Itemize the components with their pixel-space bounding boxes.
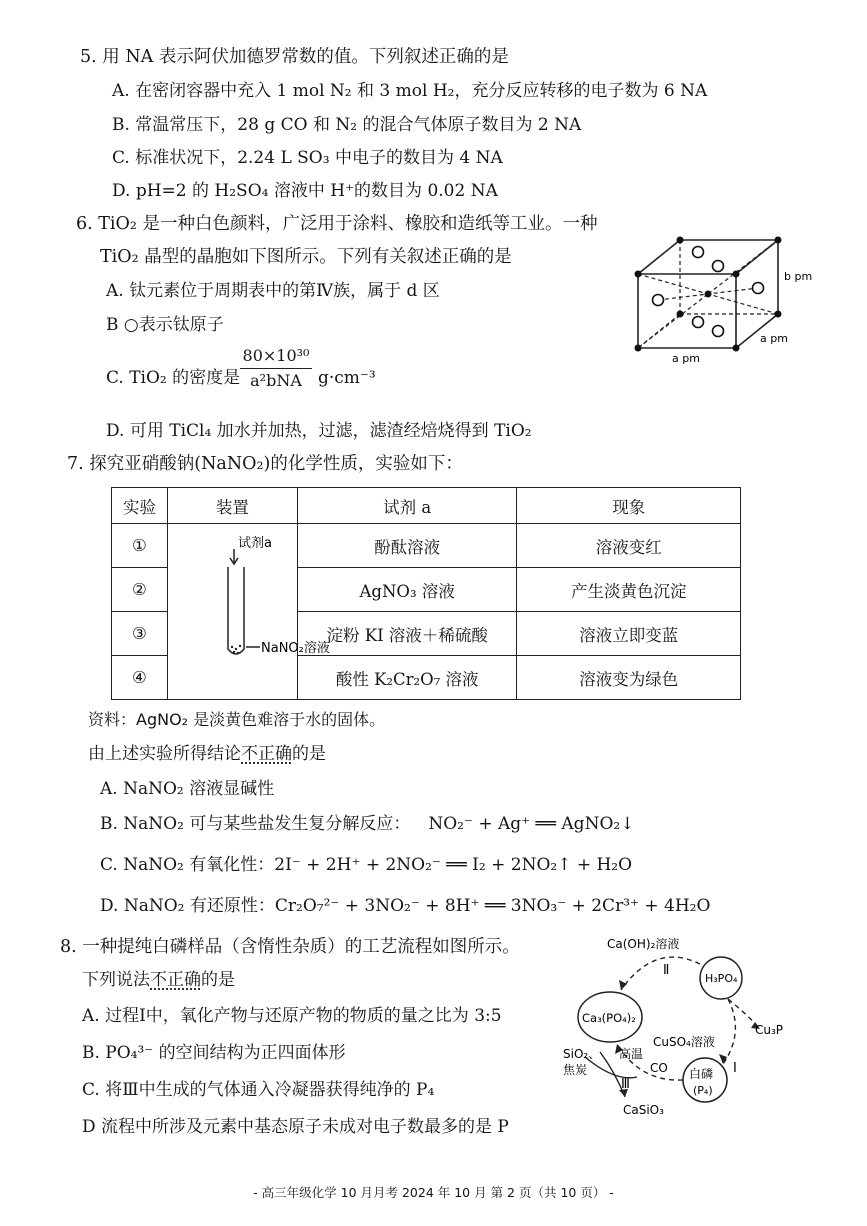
test-tube-diagram (168, 527, 331, 697)
label-cu3p: Cu₃P (755, 1023, 784, 1037)
q7-ask-emphasis: 不正确 (241, 744, 292, 764)
reagent-cell: 酚酞溶液 (297, 524, 517, 568)
q8-stem: 8. 一种提纯白磷样品（含惰性杂质）的工艺流程如图所示。 (60, 937, 520, 957)
tio2-unit-cell-figure (628, 228, 813, 365)
q7-option-b-text: B. NaNO₂ 可与某些盐发生复分解反应： (100, 814, 411, 834)
q7-option-d-equation: Cr₂O₇²⁻ + 3NO₂⁻ + 8H⁺ ══ 3NO₃⁻ + 2Cr³⁺ + 4H₂O (274, 896, 711, 916)
q6-option-b: B ○表示钛原子 (106, 315, 224, 335)
reagent-cell: 淀粉 KI 溶液＋稀硫酸 (297, 612, 517, 656)
table-header-row (112, 488, 741, 524)
q8-option-a: A. 过程Ⅰ中，氧化产物与还原产物的物质的量之比为 3:5 (82, 1006, 502, 1026)
label-caoh2-solution: Ca(OH)₂溶液 (607, 937, 680, 951)
q5-option-d: D. pH=2 的 H₂SO₄ 溶液中 H⁺的数目为 0.02 NA (112, 181, 498, 201)
axis-label-a-side: a pm (760, 332, 788, 345)
q7-stem: 7. 探究亚硝酸钠(NaNO₂)的化学性质，实验如下： (67, 454, 463, 474)
phenomenon-cell: 溶液立即变蓝 (517, 612, 741, 656)
page-footer: - 高三年级化学 10 月月考 2024 年 10 月 第 2 页（共 10 页） - (253, 1185, 614, 1200)
density-numerator: 80×10³⁰ (242, 346, 310, 365)
q5-option-c: C. 标准状况下，2.24 L SO₃ 中电子的数目为 4 NA (112, 148, 503, 168)
q7-ask-post: 的是 (292, 744, 326, 764)
label-process-ii: Ⅱ (663, 963, 670, 978)
fraction-bar (240, 368, 312, 369)
reagent-cell: AgNO₃ 溶液 (297, 568, 517, 612)
q6-option-a: A. 钛元素位于周期表中的第Ⅳ族，属于 d 区 (106, 281, 440, 301)
label-high-temperature: 高温 (619, 1047, 644, 1061)
header-phenomenon: 现象 (517, 488, 741, 524)
q8-option-c: C. 将Ⅲ中生成的气体通入冷凝器获得纯净的 P₄ (82, 1080, 435, 1100)
label-cuso4-solution: CuSO₄溶液 (653, 1035, 715, 1049)
experiment-number: ④ (112, 656, 168, 700)
label-process-i: Ⅰ (733, 1061, 737, 1076)
header-reagent: 试剂 a (297, 488, 517, 524)
q6-stem-line2: TiO₂ 晶型的晶胞如下图所示。下列有关叙述正确的是 (100, 247, 512, 267)
q6-option-c-prefix: C. TiO₂ 的密度是 (106, 368, 241, 388)
q7-option-b (100, 812, 634, 836)
density-denominator: a²bNA (250, 371, 302, 390)
q6-option-d: D. 可用 TiCl₄ 加水并加热，过滤，滤渣经焙烧得到 TiO₂ (106, 421, 532, 441)
q7-option-c-text: C. NaNO₂ 有氧化性： (100, 855, 275, 875)
density-fraction (240, 346, 312, 391)
q7-option-c-equation: 2I⁻ + 2H⁺ + 2NO₂⁻ ══ I₂ + 2NO₂↑ + H₂O (274, 855, 633, 875)
q8-option-b: B. PO₄³⁻ 的空间结构为正四面体形 (82, 1043, 346, 1063)
experiment-number: ② (112, 568, 168, 612)
experiment-table (111, 487, 741, 700)
label-casio3: CaSiO₃ (623, 1103, 664, 1117)
q7-option-d (100, 894, 710, 918)
q8-ask-pre: 下列说法 (82, 970, 150, 990)
reagent-cell: 酸性 K₂Cr₂O₇ 溶液 (297, 656, 517, 700)
label-coke: 焦炭 (563, 1063, 588, 1077)
axis-label-b: b pm (784, 270, 813, 283)
q8-ask-emphasis: 不正确 (150, 970, 201, 990)
q8-ask-post: 的是 (201, 970, 235, 990)
axis-label-a-front: a pm (672, 352, 700, 365)
q5-option-b: B. 常温常压下，28 g CO 和 N₂ 的混合气体原子数目为 2 NA (112, 115, 582, 135)
q7-option-c (100, 853, 632, 877)
label-h3po4: H₃PO₄ (705, 972, 738, 985)
table-row (112, 524, 741, 568)
experiment-number: ① (112, 524, 168, 568)
label-process-iii: Ⅲ (621, 1077, 630, 1092)
q8-option-d: D 流程中所涉及元素中基态原子未成对电子数最多的是 P (82, 1117, 509, 1137)
label-sio2: SiO₂、 (563, 1047, 601, 1061)
tube-reagent-label: 试剂a (238, 535, 273, 551)
label-white-phosphorus: 白磷 (689, 1067, 714, 1081)
q7-option-b-equation: NO₂⁻ + Ag⁺ ══ AgNO₂↓ (428, 814, 635, 834)
q7-question (88, 742, 326, 766)
q7-option-d-text: D. NaNO₂ 有还原性： (100, 896, 275, 916)
phenomenon-cell: 溶液变红 (517, 524, 741, 568)
phenomenon-cell: 产生淡黄色沉淀 (517, 568, 741, 612)
phosphorus-process-diagram (555, 932, 800, 1122)
density-unit: g·cm⁻³ (318, 368, 376, 388)
q7-option-a: A. NaNO₂ 溶液显碱性 (100, 779, 275, 799)
label-co: CO (650, 1061, 668, 1075)
phenomenon-cell: 溶液变为绿色 (517, 656, 741, 700)
q5-option-a: A. 在密闭容器中充入 1 mol N₂ 和 3 mol H₂，充分反应转移的电子数为 6 NA (112, 81, 708, 101)
label-p4: (P₄) (693, 1084, 713, 1097)
tube-solution-label: NaNO₂溶液 (261, 640, 331, 656)
label-ca3po42: Ca₃(PO₄)₂ (582, 1011, 636, 1025)
q7-note: 资料：AgNO₂ 是淡黄色难溶于水的固体。 (88, 710, 386, 729)
experiment-number: ③ (112, 612, 168, 656)
q8-question (82, 968, 235, 992)
apparatus-cell (167, 524, 331, 700)
q7-ask-pre: 由上述实验所得结论 (88, 744, 241, 764)
header-apparatus: 装置 (167, 488, 297, 524)
header-experiment: 实验 (112, 488, 168, 524)
q6-stem-line1: 6. TiO₂ 是一种白色颜料，广泛用于涂料、橡胶和造纸等工业。一种 (76, 214, 598, 234)
q5-stem: 5. 用 NA 表示阿伏加德罗常数的值。下列叙述正确的是 (80, 47, 509, 67)
